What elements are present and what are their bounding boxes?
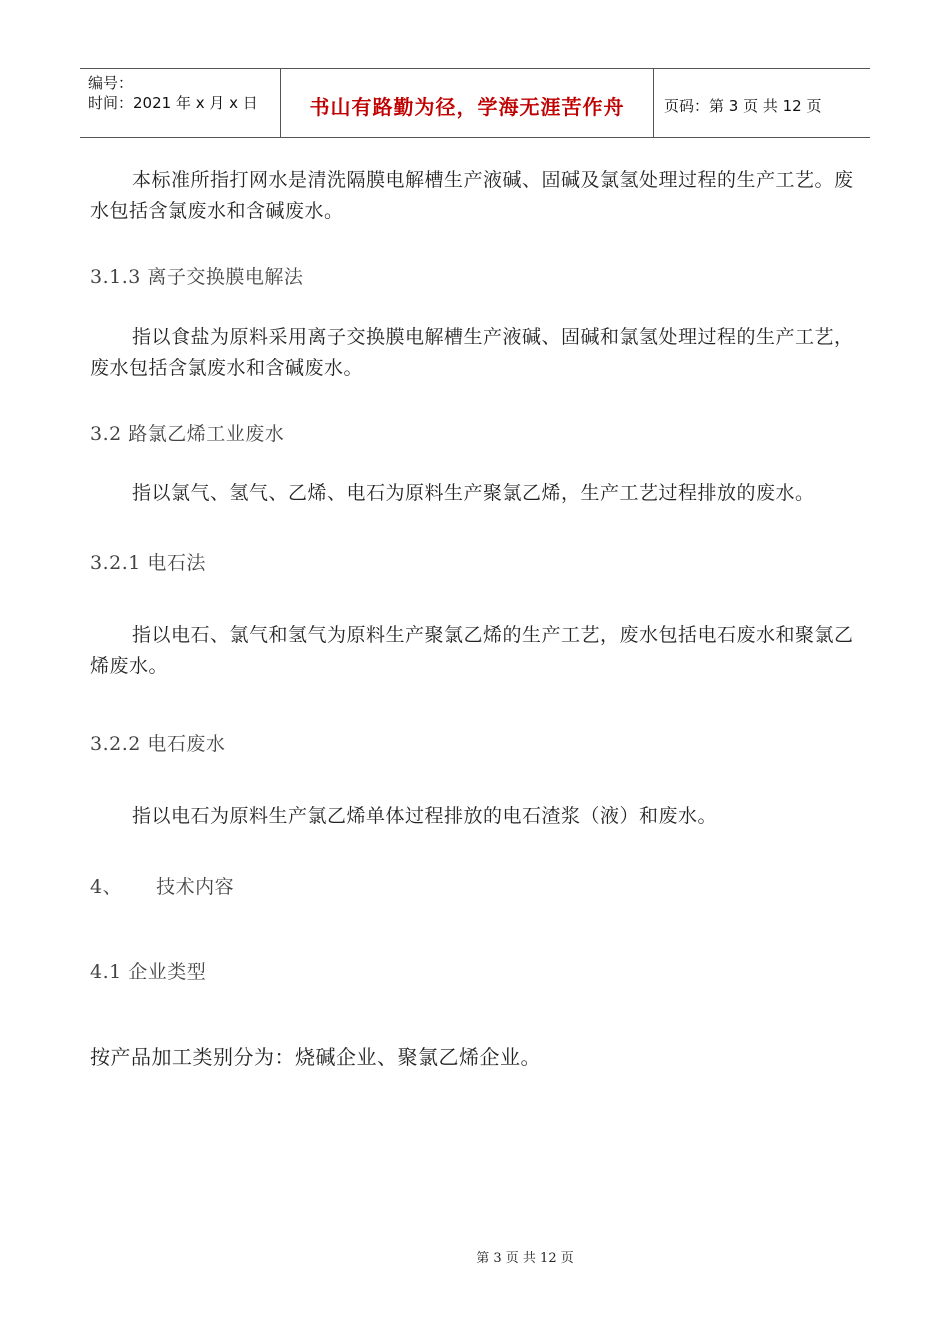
paragraph-carbide-method: 指以电石、氯气和氢气为原料生产聚氯乙烯的生产工艺，废水包括电石废水和聚氯乙烯废水。 [90, 624, 854, 677]
section-heading-3-1-3: 3.1.3 离子交换膜电解法 [90, 266, 304, 288]
section-heading-4 [90, 872, 865, 903]
section-number-4: 4、 [90, 876, 123, 898]
document-number-label: 编号： [88, 74, 134, 92]
page-header [80, 68, 870, 138]
section-title-4: 技术内容 [156, 876, 235, 898]
page-footer: 第 3 页 共 12 页 [476, 1251, 574, 1266]
header-motto: 书山有路勤为径，学海无涯苦作舟 [281, 69, 654, 137]
paragraph-pvc-definition: 指以氯气、氢气、乙烯、电石为原料生产聚氯乙烯，生产工艺过程排放的废水。 [132, 482, 815, 504]
section-heading-3-2: 3.2 路氯乙烯工业废水 [90, 423, 285, 445]
paragraph-diaphragm-wastewater: 本标准所指打网水是清洗隔膜电解槽生产液碱、固碱及氯氢处理过程的生产工艺。废水包括含氯废水和含碱废水。 [90, 169, 854, 222]
header-page-number: 页码：第 3 页 共 12 页 [664, 96, 822, 115]
paragraph-ion-membrane: 指以食盐为原料采用离子交换膜电解槽生产液碱、固碱和氯氢处理过程的生产工艺，废水包括含氯废水和含碱废水。 [90, 326, 854, 379]
section-heading-3-2-2: 3.2.2 电石废水 [90, 733, 226, 755]
paragraph-carbide-wastewater: 指以电石为原料生产氯乙烯单体过程排放的电石渣浆（液）和废水。 [132, 805, 718, 827]
paragraph-enterprise-classification: 按产品加工类别分为：烧碱企业、聚氯乙烯企业。 [90, 1045, 541, 1069]
header-meta [80, 69, 281, 137]
section-heading-4-1: 4.1 企业类型 [90, 961, 207, 983]
section-heading-3-2-1: 3.2.1 电石法 [90, 552, 206, 574]
document-date-label: 时间：2021 年 x 月 x 日 [88, 94, 258, 112]
